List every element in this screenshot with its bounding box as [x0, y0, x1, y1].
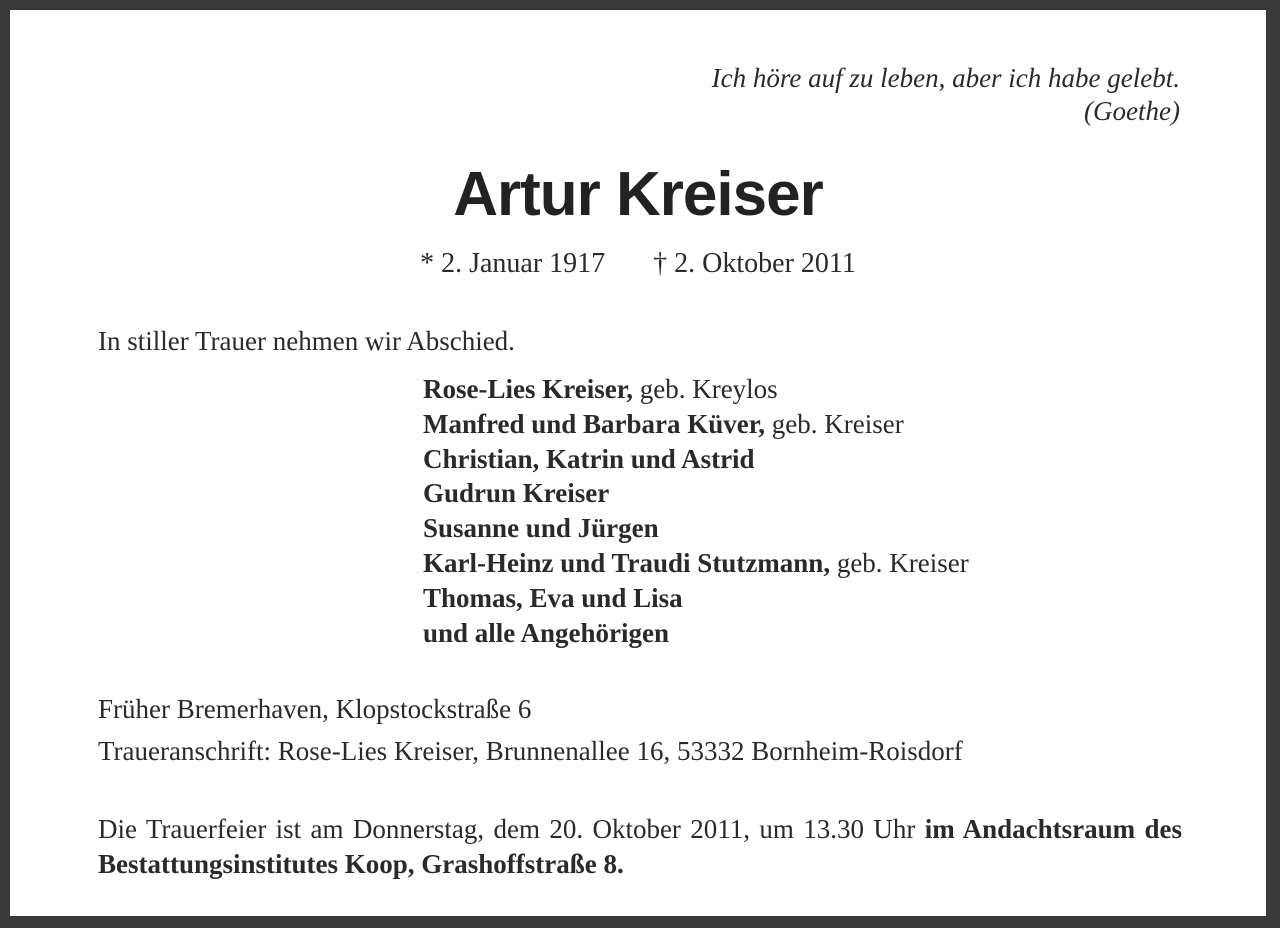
family-note: geb. Kreylos [632, 374, 778, 404]
family-note: geb. Kreiser [830, 547, 969, 578]
birth-date: * 2. Januar 1917 [420, 248, 606, 279]
former-address: Früher Bremerhaven, Klopstockstraße 6 [98, 694, 532, 724]
family-names: Thomas, Eva und Lisa [423, 582, 683, 613]
family-note: geb. Kreiser [765, 408, 904, 439]
service-info [98, 812, 1182, 882]
family-names: und alle Angehörigen [423, 617, 670, 648]
family-names: Gudrun Kreiser [423, 478, 610, 509]
family-entry [423, 407, 969, 442]
family-entry [423, 581, 969, 616]
quote-author: (Goethe) [1084, 96, 1180, 126]
intro-text: In stiller Trauer nehmen wir Abschied. [98, 326, 515, 356]
family-entry [423, 546, 969, 581]
service-location: im Andachtsraum des Bestattungsinstitutes Koop, Grashoffstraße 8. [98, 814, 1182, 879]
obituary-notice [10, 10, 1266, 916]
family-entry [423, 511, 969, 546]
family-names: Rose-Lies Kreiser, [423, 374, 633, 404]
quote [712, 62, 1180, 128]
life-dates [10, 246, 1266, 282]
family-list [423, 372, 969, 650]
family-names: Christian, Katrin und Astrid [423, 443, 755, 474]
quote-text: Ich höre auf zu leben, aber ich habe gelebt. [711, 63, 1180, 93]
family-names: Susanne und Jürgen [423, 513, 659, 544]
family-entry [423, 616, 969, 651]
mourning-address: Traueranschrift: Rose-Lies Kreiser, Brunnenallee 16, 53332 Bornheim-Roisdorf [98, 736, 963, 766]
deceased-name: Artur Kreiser [453, 160, 823, 229]
family-names: Manfred und Barbara Küver, [423, 408, 766, 439]
family-entry [423, 476, 969, 511]
family-entry [423, 442, 969, 477]
death-date: † 2. Oktober 2011 [653, 248, 856, 279]
service-text: Die Trauerfeier ist am Donnerstag, dem 20. Oktober 2011, um 13.30 Uhr [98, 814, 925, 844]
family-entry [423, 372, 969, 407]
family-names: Karl-Heinz und Traudi Stutzmann, [423, 547, 831, 578]
